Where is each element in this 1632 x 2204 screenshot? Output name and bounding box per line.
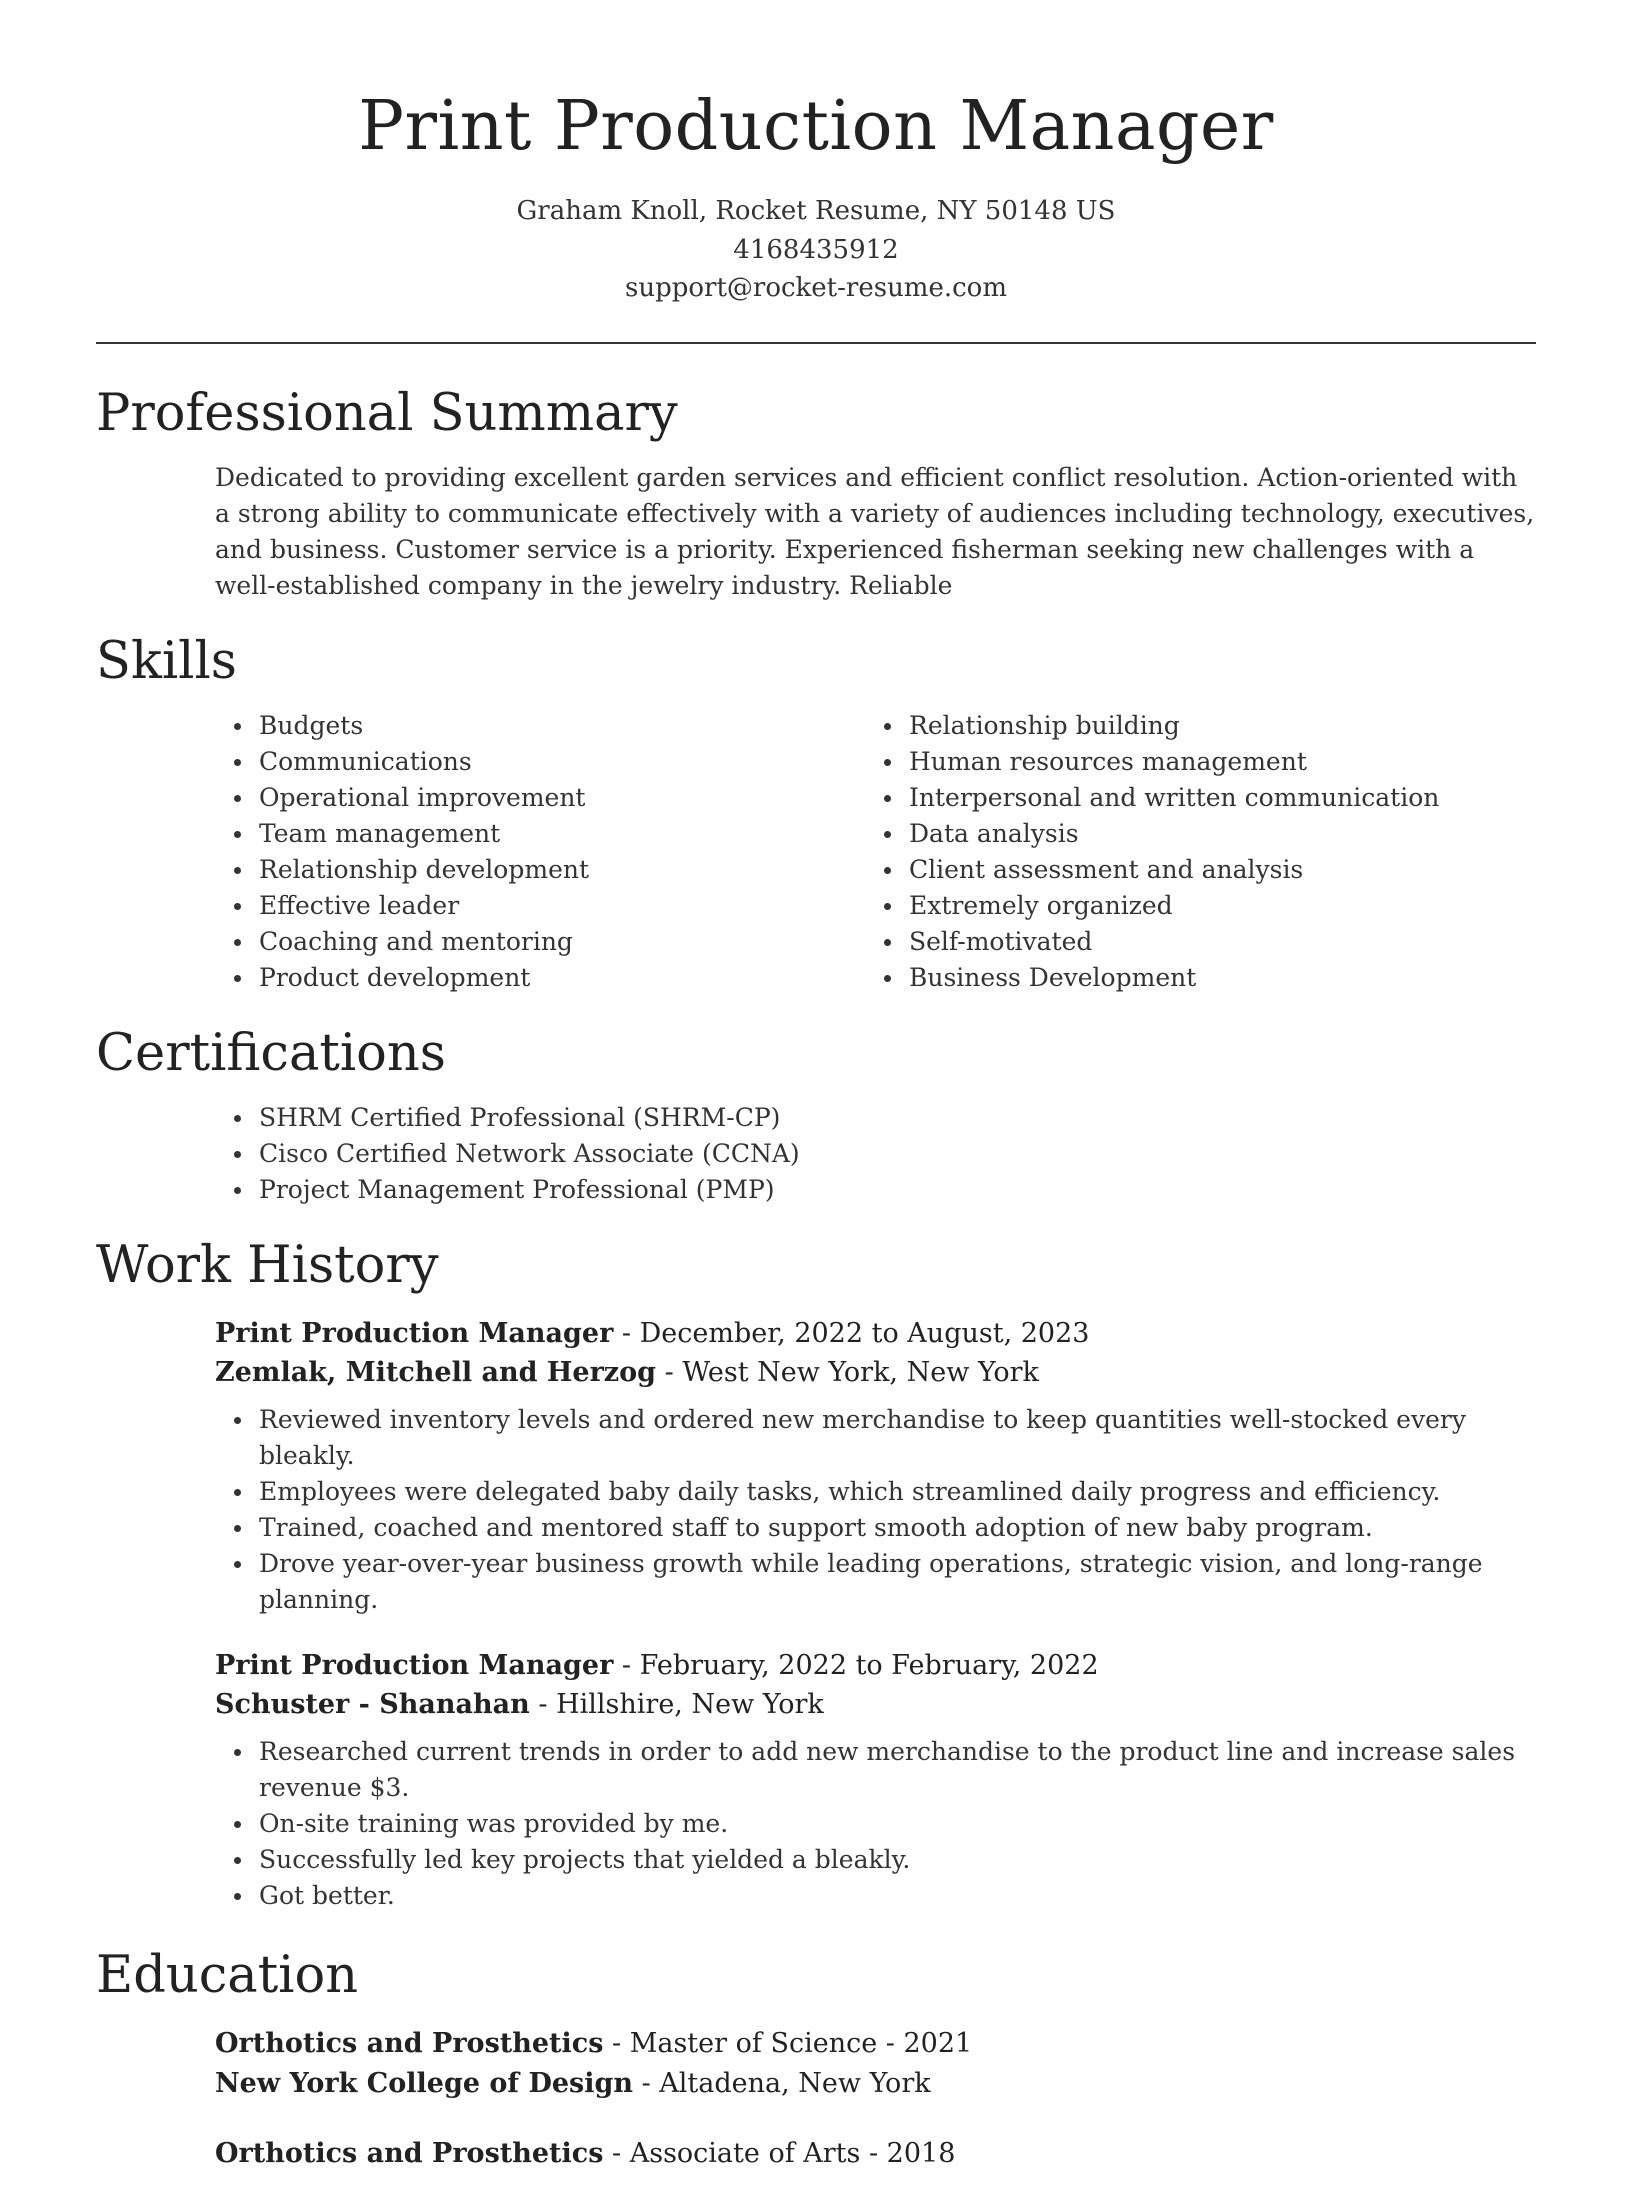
education-degree-line [215,2024,1536,2064]
job-bullet: Got better. [215,1878,1536,1914]
job-bullet: Drove year-over-year business growth while leading operations, strategic vision, and long-range planning. [215,1546,1536,1618]
education-location: - Altadena, New York [633,2068,931,2099]
certification-item: Project Management Professional (PMP) [215,1172,1536,1208]
skills-heading: Skills [96,632,237,691]
skills-section [96,628,1536,996]
skill-item: Team management [215,816,865,852]
skill-item: Product development [215,960,865,996]
skill-item: Business Development [865,960,1515,996]
job-role: Print Production Manager [215,1318,614,1349]
job-dates: - February, 2022 to February, 2022 [613,1650,1099,1681]
skill-item: Relationship building [865,708,1515,744]
resume-header [0,0,1632,308]
skills-columns [215,708,1536,996]
education-degree: - Associate of Arts - 2018 [603,2138,956,2169]
phone: 4168435912 [733,234,899,265]
job-bullet: Trained, coached and mentored staff to support smooth adoption of new baby program. [215,1510,1536,1546]
skill-item: Relationship development [215,852,865,888]
job-entry [215,1646,1536,1914]
skill-item: Operational improvement [215,780,865,816]
job-company-line [215,1685,1536,1724]
certifications-list [215,1100,1536,1208]
job-bullet: Reviewed inventory levels and ordered new merchandise to keep quantities well-stocked every bleakly. [215,1402,1536,1474]
work-history-section [96,1232,1536,1914]
resume-body [96,380,1536,2204]
education-school-line [215,2064,1536,2104]
education-school: New York College of Design [215,2068,633,2099]
summary-text: Dedicated to providing excellent garden services and efficient conflict resolution. Action-oriented with a strong ability to communicate effectively with a variety of audiences including technology, executives, and business. Customer service is a priority. Experienced fisherman seeking new challenges with a well-established company in the jewelry industry. Reliable [215,463,1535,600]
job-location: - West New York, New York [656,1357,1039,1388]
job-company: Schuster - Shanahan [215,1689,530,1720]
resume-title: Print Production Manager [358,87,1274,166]
summary-section [96,380,1536,604]
skill-item: Interpersonal and written communication [865,780,1515,816]
job-role: Print Production Manager [215,1650,614,1681]
education-heading: Education [96,1946,359,2005]
job-entry [215,1314,1536,1618]
certifications-section [96,1020,1536,1208]
job-company-line [215,1353,1536,1392]
education-degree: - Master of Science - 2021 [603,2028,973,2059]
summary-heading: Professional Summary [96,384,678,443]
job-title-line [215,1646,1536,1685]
skills-list-left [215,708,865,996]
skill-item: Client assessment and analysis [865,852,1515,888]
job-bullet: Employees were delegated baby daily tasks, which streamlined daily progress and efficiency. [215,1474,1536,1510]
skill-item: Budgets [215,708,865,744]
job-dates: - December, 2022 to August, 2023 [613,1318,1090,1349]
certification-item: Cisco Certified Network Associate (CCNA) [215,1136,1536,1172]
job-title-line [215,1314,1536,1353]
job-bullets [96,1734,1536,1914]
skill-item: Communications [215,744,865,780]
education-entry [215,2024,1536,2104]
job-location: - Hillshire, New York [529,1689,824,1720]
job-bullet: Successfully led key projects that yielded a bleakly. [215,1842,1536,1878]
email: support@rocket-resume.com [624,273,1007,303]
education-field: Orthotics and Prosthetics [215,2028,604,2059]
certifications-heading: Certifications [96,1024,446,1083]
job-company: Zemlak, Mitchell and Herzog [215,1357,657,1388]
education-entry [215,2134,1536,2174]
skill-item: Data analysis [865,816,1515,852]
skill-item: Coaching and mentoring [215,924,865,960]
header-divider [96,342,1536,344]
address: Graham Knoll, Rocket Resume, NY 50148 US [516,196,1116,226]
skill-item: Effective leader [215,888,865,924]
job-bullet: Researched current trends in order to add new merchandise to the product line and increase sales revenue $3. [215,1734,1536,1806]
education-section [96,1942,1536,2174]
work-history-heading: Work History [96,1236,439,1295]
skill-item: Human resources management [865,744,1515,780]
skills-list-right [865,708,1515,996]
skill-item: Extremely organized [865,888,1515,924]
job-bullets [96,1402,1536,1618]
education-field: Orthotics and Prosthetics [215,2138,604,2169]
certification-item: SHRM Certified Professional (SHRM-CP) [215,1100,1536,1136]
education-degree-line [215,2134,1536,2174]
skill-item: Self-motivated [865,924,1515,960]
job-bullet: On-site training was provided by me. [215,1806,1536,1842]
contact-info [0,192,1632,308]
